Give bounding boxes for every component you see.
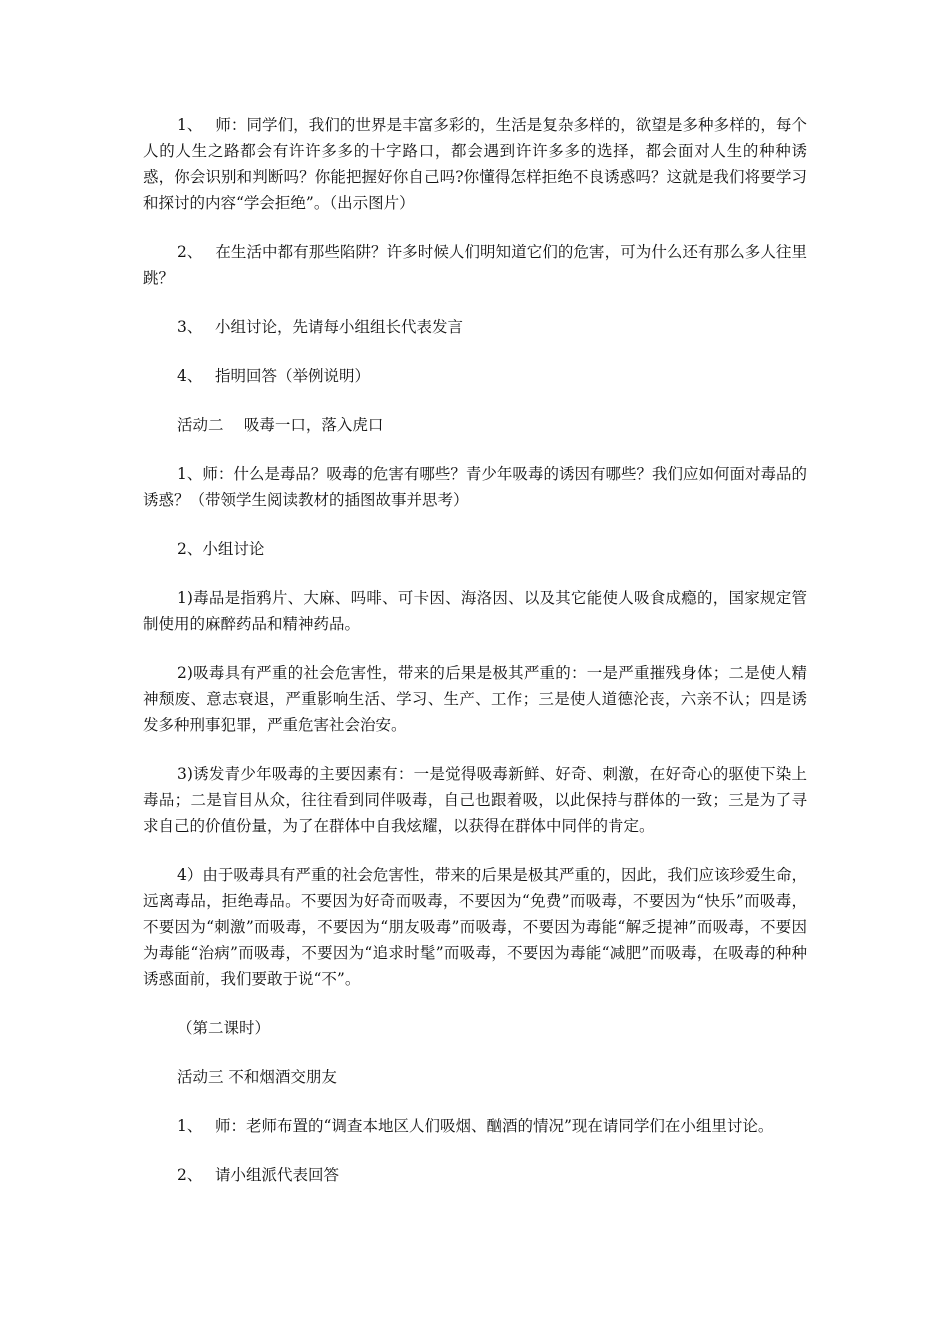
paragraph-2-traps: 2、 在生活中都有那些陷阱？许多时候人们明知道它们的危害，可为什么还有那么多人往里跳？ [143,243,807,287]
activity-two-heading: 活动二 吸毒一口，落入虎口 [177,416,384,434]
paragraph-drug-causes: 3)诱发青少年吸毒的主要因素有：一是觉得吸毒新鲜、好奇、刺激，在好奇心的驱使下染上毒品；二是盲目从众，往往看到同伴吸毒，自己也跟着吸，以此保持与群体的一致；三是为了寻求自己的价值份量，为了在群体中自我炫耀，以获得在群体中同伴的肯定。 [143,765,807,835]
paragraph-3-group-discussion: 3、 小组讨论，先请每小组组长代表发言 [177,318,464,336]
paragraph-survey-discussion: 1、 师：老师布置的“调查本地区人们吸烟、酗酒的情况”现在请同学们在小组里讨论。 [177,1117,774,1135]
paragraph-drug-harm: 2)吸毒具有严重的社会危害性，带来的后果是极其严重的：一是严重摧残身体；二是使人精神颓废、意志衰退，严重影响生活、学习、生产、工作；三是使人道德沦丧，六亲不认；四是诱发多种刑事犯罪，严重危害社会治安。 [143,664,807,734]
paragraph-1-intro: 1、 师：同学们，我们的世界是丰富多彩的，生活是复杂多样的，欲望是多种多样的，每个人的人生之路都会有许许多多的十字路口，都会遇到许许多多的选择，都会面对人生的种种诱惑，你会识别和判断吗？你能把握好你自己吗?你懂得怎样拒绝不良诱惑吗？这就是我们将要学习和探讨的内容“学会拒绝”。（出示图片） [143,116,807,212]
paragraph-say-no: 4）由于吸毒具有严重的社会危害性，带来的后果是极其严重的，因此，我们应该珍爱生命，远离毒品，拒绝毒品。不要因为好奇而吸毒，不要因为“免费”而吸毒，不要因为“快乐”而吸毒，不要因为“刺激”而吸毒，不要因为“朋友吸毒”而吸毒，不要因为毒能“解乏提神”而吸毒，不要因为毒能“治病”而吸毒，不要因为“追求时髦”而吸毒，不要因为毒能“减肥”而吸毒，在吸毒的种种诱惑面前，我们要敢于说“不”。 [143,866,807,988]
document-body [143,112,807,1211]
paragraph-representative-answer: 2、 请小组派代表回答 [177,1166,340,1184]
second-lesson-heading: （第二课时） [177,1019,271,1037]
paragraph-drugs-question: 1、师：什么是毒品？吸毒的危害有哪些？青少年吸毒的诱因有哪些？我们应如何面对毒品的诱惑？（带领学生阅读教材的插图故事并思考） [143,465,807,509]
paragraph-group-discussion: 2、小组讨论 [177,540,265,558]
paragraph-drug-definition: 1)毒品是指鸦片、大麻、吗啡、可卡因、海洛因、以及其它能使人吸食成瘾的，国家规定管制使用的麻醉药品和精神药品。 [143,589,807,633]
paragraph-4-answer: 4、 指明回答（举例说明） [177,367,371,385]
activity-three-heading: 活动三 不和烟酒交朋友 [177,1068,337,1086]
